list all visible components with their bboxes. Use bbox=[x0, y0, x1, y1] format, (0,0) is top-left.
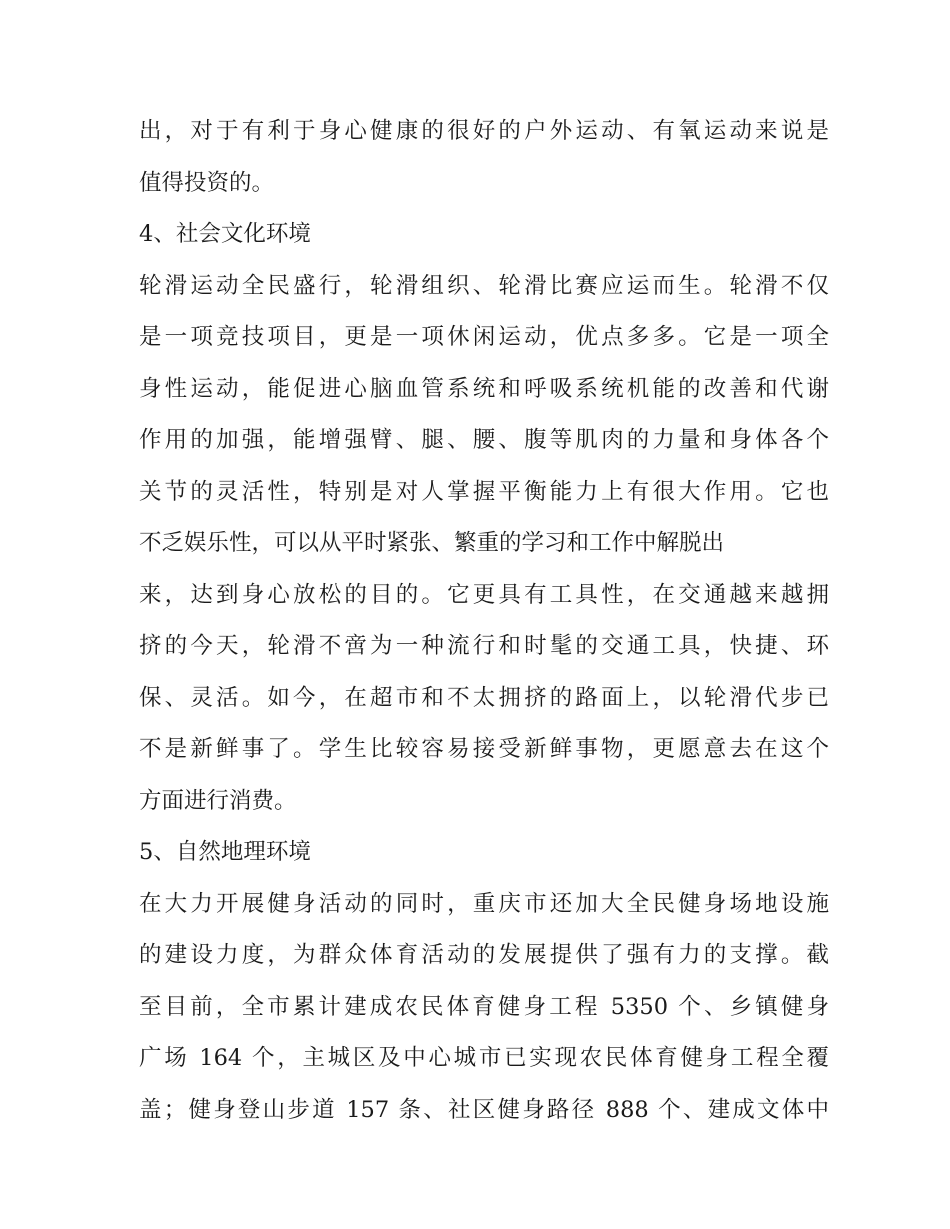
text-line: 挤的今天，轮滑不啻为一种流行和时髦的交通工具，快捷、环 bbox=[139, 633, 829, 659]
text-line: 盖；健身登山步道 157 条、社区健身路径 888 个、建成文体中 bbox=[139, 1096, 829, 1123]
text-line: 不是新鲜事了。学生比较容易接受新鲜事物，更愿意去在这个 bbox=[139, 736, 829, 762]
body-text bbox=[139, 106, 829, 1136]
text-line: 作用的加强，能增强臂、腿、腰、腹等肌肉的力量和身体各个 bbox=[139, 427, 829, 453]
text-line: 至目前，全市累计建成农民体育健身工程 5350 个、乡镇健身 bbox=[139, 993, 829, 1020]
text-line: 4、社会文化环境 bbox=[139, 221, 311, 247]
text-line: 身性运动，能促进心脑血管系统和呼吸系统机能的改善和代谢 bbox=[139, 375, 829, 402]
text-line: 的建设力度，为群众体育活动的发展提供了强有力的支撑。截 bbox=[139, 942, 829, 968]
text-line: 轮滑运动全民盛行，轮滑组织、轮滑比赛应运而生。轮滑不仅 bbox=[139, 272, 829, 299]
text-line: 在大力开展健身活动的同时，重庆市还加大全民健身场地设施 bbox=[139, 890, 829, 917]
text-line: 不乏娱乐性，可以从平时紧张、繁重的学习和工作中解脱出 bbox=[139, 530, 725, 556]
text-line: 是一项竞技项目，更是一项休闲运动，优点多多。它是一项全 bbox=[139, 324, 829, 350]
text-line: 值得投资的。 bbox=[139, 169, 275, 196]
text-line: 5、自然地理环境 bbox=[139, 839, 311, 865]
text-line: 来，达到身心放松的目的。它更具有工具性，在交通越来越拥 bbox=[139, 581, 829, 608]
text-line: 广场 164 个，主城区及中心城市已实现农民体育健身工程全覆 bbox=[139, 1045, 829, 1071]
text-line: 出，对于有利于身心健康的很好的户外运动、有氧运动来说是 bbox=[139, 118, 829, 144]
text-line: 方面进行消费。 bbox=[139, 787, 297, 814]
text-line: 关节的灵活性，特别是对人掌握平衡能力上有很大作用。它也 bbox=[139, 478, 829, 505]
text-line: 保、灵活。如今，在超市和不太拥挤的路面上，以轮滑代步已 bbox=[139, 684, 829, 711]
